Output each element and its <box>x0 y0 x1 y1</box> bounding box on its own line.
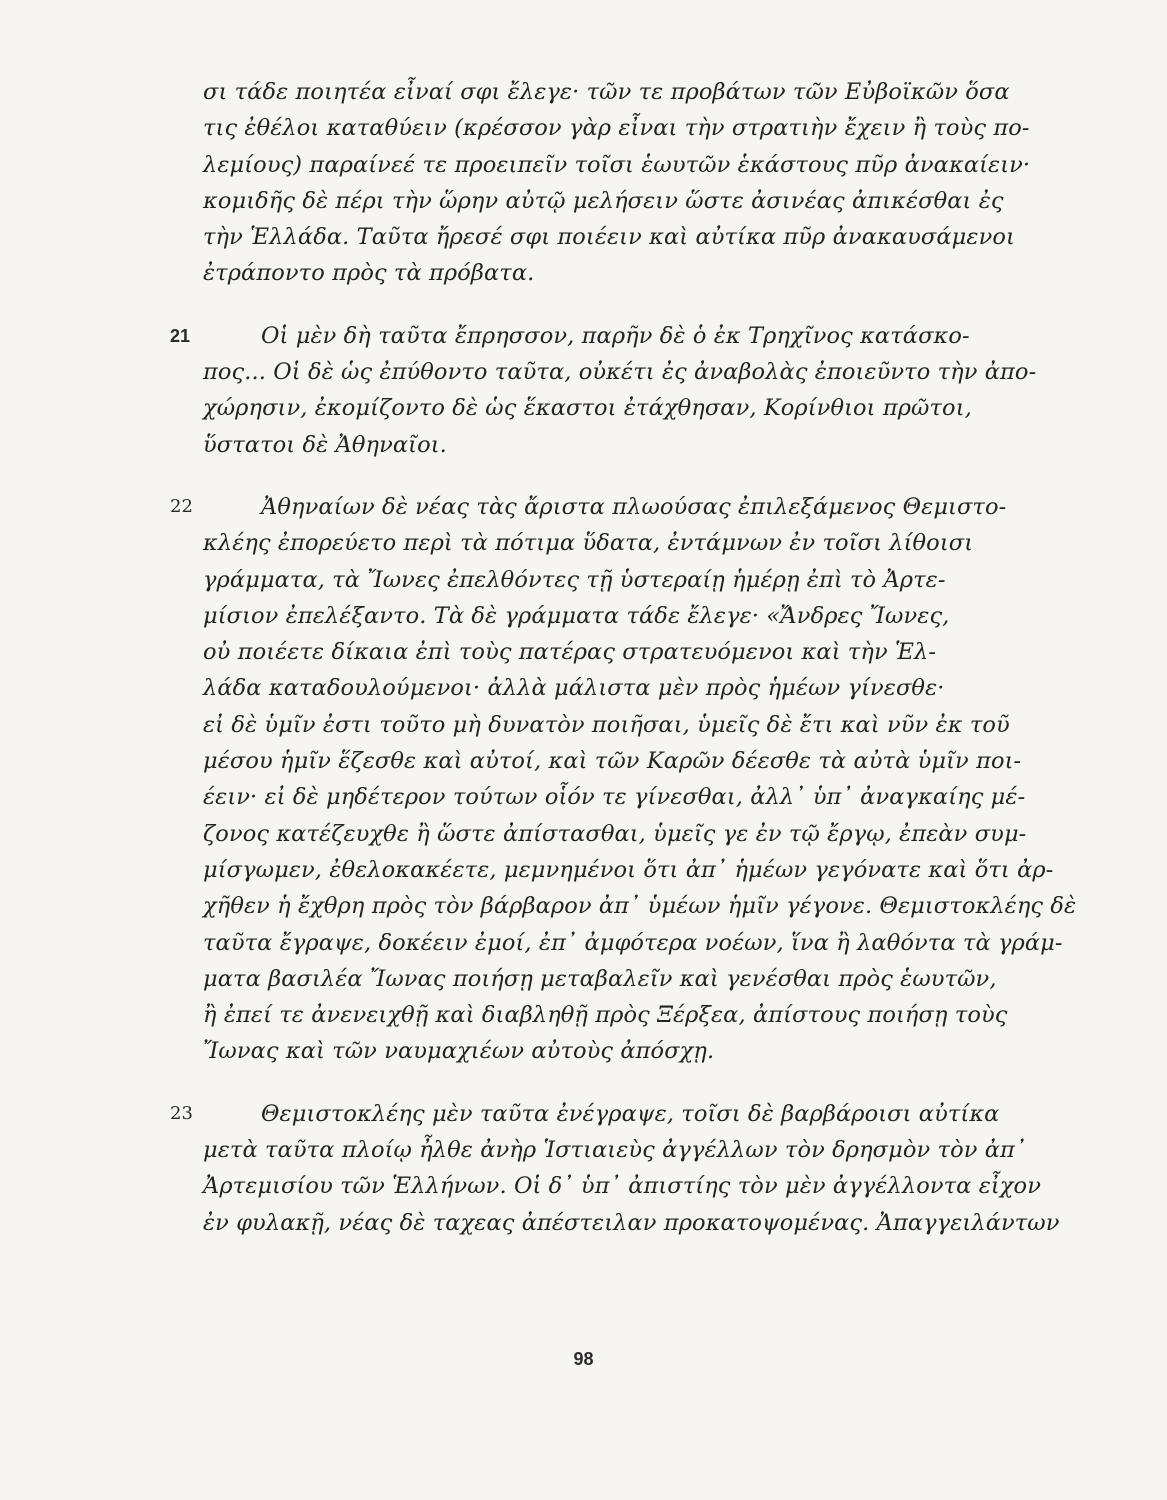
main-text <box>170 74 1077 1241</box>
paragraph-section-21 <box>170 318 1039 463</box>
text-line: λάδα καταδουλούμενοι· ἀλλὰ μάλιστα μὲν πρὸς ἡμέων γίνεσθε· <box>203 675 945 702</box>
text-line: ζονος κατέζευχθε ἢ ὥστε ἀπίστασθαι, ὑμεῖς γε ἐν τῷ ἔργῳ, ἐπεὰν συμ- <box>203 820 1027 847</box>
text-line: Οἱ μὲν δὴ ταῦτα ἔπρησσον, παρῆν δὲ ὁ ἐκ Τρηχῖνος κατάσκο- <box>261 322 970 349</box>
text-line: ὕστατοι δὲ Ἀθηναῖοι. <box>203 431 447 458</box>
text-line: μίσγωμεν, ἐθελοκακέετε, μεμνημένοι ὅτι ἀπ᾿ ἡμέων γεγόνατε καὶ ὅτι ἀρ- <box>203 856 1054 883</box>
text-line: έειν· εἰ δὲ μηδέτερον τούτων οἷόν τε γίνεσθαι, ἀλλ᾿ ὑπ᾿ ἀναγκαίης μέ- <box>203 784 1026 811</box>
text-line: κομιδῆς δὲ πέρι τὴν ὥρην αὐτῷ μελήσειν ὥστε ἀσινέας ἀπικέσθαι ἐς <box>203 187 1004 214</box>
paragraph-section-22 <box>170 489 1077 1070</box>
text-line: μέσου ἡμῖν ἕζεσθε καὶ αὐτοί, καὶ τῶν Καρῶν δέεσθε τὰ αὐτὰ ὑμῖν ποι- <box>203 748 1022 775</box>
text-line: λεμίους) παραίνεέ τε προειπεῖν τοῖσι ἑωυτῶν ἑκάστους πῦρ ἀνακαίειν· <box>203 151 1031 178</box>
text-line: ταῦτα ἔγραψε, δοκέειν ἐμοί, ἐπ᾿ ἀμφότερα νοέων, ἵνα ἢ λαθόντα τὰ γράμ- <box>203 929 1063 956</box>
section-number: 22 <box>170 495 193 517</box>
text-line: ἐν φυλακῇ, νέας δὲ ταχεας ἀπέστειλαν προκατοψομένας. Ἀπαγγειλάντων <box>203 1209 1060 1236</box>
section-number: 23 <box>170 1102 193 1124</box>
text-line: ἐτράποντο πρὸς τὰ πρόβατα. <box>203 260 535 287</box>
text-line: κλέης ἐπορεύετο περὶ τὰ πότιμα ὕδατα, ἐντάμνων ἐν τοῖσι λίθοισι <box>203 530 974 557</box>
paragraph-continuation <box>203 74 1039 292</box>
text-line: Θεμιστοκλέης μὲν ταῦτα ἐνέγραψε, τοῖσι δὲ βαρβάροισι αὐτίκα <box>261 1100 1000 1127</box>
page-number: 98 <box>573 1349 594 1369</box>
text-line: χώρησιν, ἐκομίζοντο δὲ ὡς ἕκαστοι ἐτάχθησαν, Κορίνθιοι πρῶτοι, <box>203 395 972 422</box>
text-line: τὴν Ἑλλάδα. Ταῦτα ἤρεσέ σφι ποιέειν καὶ αὐτίκα πῦρ ἀνακαυσάμενοι <box>203 224 1015 251</box>
text-line: πος... Οἱ δὲ ὡς ἐπύθοντο ταῦτα, οὐκέτι ἐς ἀναβολὰς ἐποιεῦντο τὴν ἀπο- <box>203 359 1037 386</box>
text-line: Ἴωνας καὶ τῶν ναυμαχιέων αὐτοὺς ἀπόσχῃ. <box>203 1038 715 1065</box>
text-line: τις ἐθέλοι καταθύειν (κρέσσον γὰρ εἶναι τὴν στρατιὴν ἔχειν ἢ τοὺς πο- <box>203 115 1030 142</box>
text-line: ἢ ἐπεί τε ἀνενειχθῇ καὶ διαβληθῇ πρὸς Ξέρξεα, ἀπίστους ποιήσῃ τοὺς <box>203 1002 1008 1029</box>
text-line: Ἀθηναίων δὲ νέας τὰς ἄριστα πλωούσας ἐπιλεξάμενος Θεμιστο- <box>261 493 1007 520</box>
section-number: 21 <box>170 325 191 346</box>
text-line: χῆθεν ἡ ἔχθρη πρὸς τὸν βάρβαρον ἀπ᾿ ὑμέων ἡμῖν γέγονε. Θεμιστοκλέης δὲ <box>203 893 1077 920</box>
text-line: μίσιον ἐπελέξαντο. Τὰ δὲ γράμματα τάδε ἔλεγε· «Ἄνδρες Ἴωνες, <box>203 602 950 629</box>
text-line: μετὰ ταῦτα πλοίῳ ἦλθε ἀνὴρ Ἱστιαιεὺς ἀγγέλλων τὸν δρησμὸν τὸν ἀπ᾿ <box>203 1137 1027 1164</box>
text-line: οὐ ποιέετε δίκαια ἐπὶ τοὺς πατέρας στρατευόμενοι καὶ τὴν Ἑλ- <box>203 639 937 666</box>
text-line: ματα βασιλέα Ἴωνας ποιήσῃ μεταβαλεῖν καὶ γενέσθαι πρὸς ἑωυτῶν, <box>203 965 997 992</box>
paragraph-section-23 <box>170 1096 1060 1241</box>
text-line: γράμματα, τὰ Ἴωνες ἐπελθόντες τῇ ὑστεραίῃ ἡμέρῃ ἐπὶ τὸ Ἀρτε- <box>203 566 946 593</box>
text-line: εἰ δὲ ὑμῖν ἐστι τοῦτο μὴ δυνατὸν ποιῆσαι, ὑμεῖς δὲ ἔτι καὶ νῦν ἐκ τοῦ <box>203 711 1010 738</box>
text-line: Ἀρτεμισίου τῶν Ἑλλήνων. Οἱ δ᾿ ὑπ᾿ ἀπιστίης τὸν μὲν ἀγγέλλοντα εἶχον <box>203 1173 1041 1200</box>
text-line: σι τάδε ποιητέα εἶναί σφι ἔλεγε· τῶν τε προβάτων τῶν Εὐβοϊκῶν ὅσα <box>203 79 1010 105</box>
